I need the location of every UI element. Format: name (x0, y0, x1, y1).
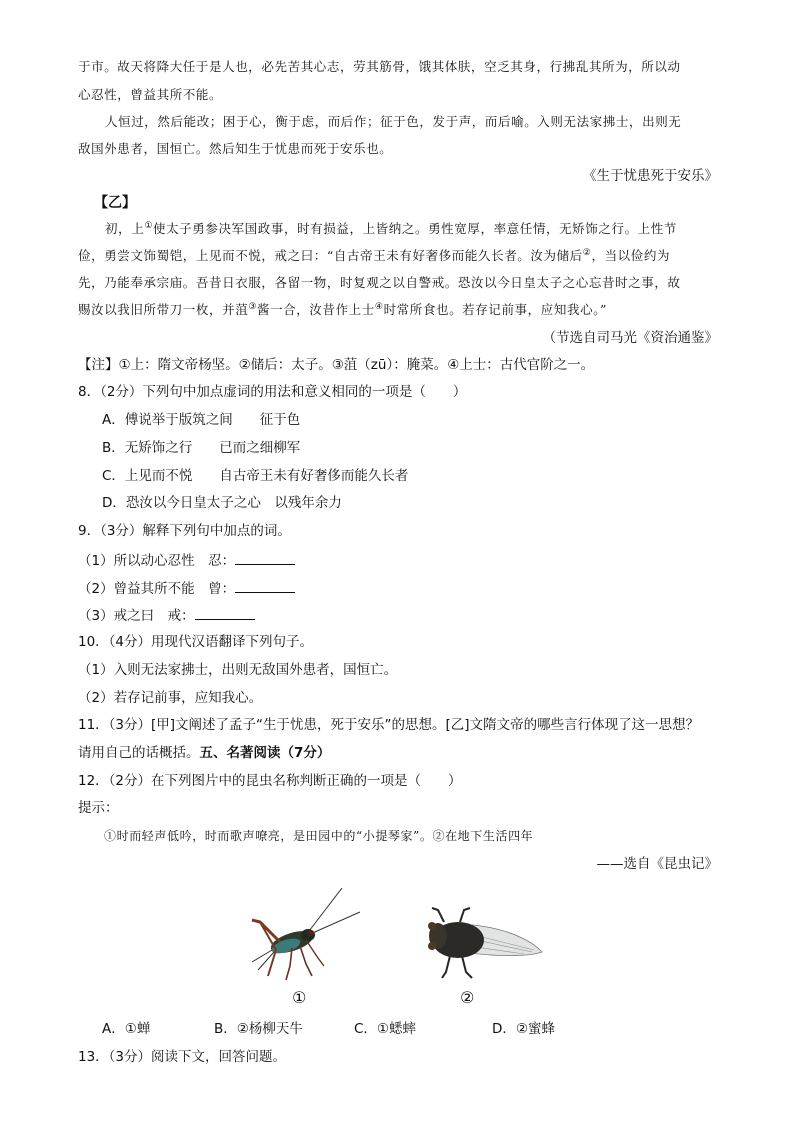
yi-line-4: 赐汝以我旧所带刀一枚，并菹③酱一合，汝昔作上士④时常所食也。若存记前事，应知我心。” (78, 301, 608, 317)
yi-source: （节选自司马光《资治通鉴》 (542, 330, 718, 346)
question-12-hint-label: 提示： (78, 800, 119, 816)
cricket-icon (246, 880, 364, 988)
cicada-icon (414, 906, 546, 986)
question-11-line-1: 11．（3分）[甲]文阐述了孟子“生于忧患，死于安乐”的思想。[乙]文隋文帝的哪些言行体现了这一思想？ (78, 717, 700, 733)
image-label-2: ② (460, 988, 475, 1007)
section-heading: 五、名著阅读（7分） (199, 745, 331, 761)
jia-line-1: 于市。故天将降大任于是人也，必先苦其心志，劳其筋骨，饿其体肤，空乏其身，行拂乱其所为，所以动 (78, 59, 681, 74)
answer-blank[interactable] (235, 550, 295, 565)
answer-blank[interactable] (195, 605, 255, 620)
question-12-option-a: A．①蝉 (102, 1021, 151, 1037)
question-8-option-a: A．傅说举于版筑之间 征于色 (102, 412, 301, 428)
jia-line-3: 人恒过，然后能改；困于心，衡于虑，而后作；征于色，发于声，而后喻。入则无法家拂士，出则无 (105, 114, 682, 129)
yi-heading: 【乙】 (94, 195, 136, 211)
question-12-stem: 12．（2分）在下列图片中的昆虫名称判断正确的一项是（ ） (78, 773, 462, 789)
footnote-marker: ① (144, 220, 153, 231)
question-9-item-3: （3）戒之曰 戒： (78, 605, 255, 625)
question-9-item-2: （2）曾益其所不能 曾： (78, 578, 295, 598)
question-10-item-2: （2）若存记前事，应知我心。 (78, 690, 263, 706)
question-13-stem: 13．（3分）阅读下文，回答问题。 (78, 1049, 287, 1065)
yi-line-2: 俭，勇尝文饰蜀铠，上见而不悦，戒之曰：“自古帝王未有好奢侈而能久长者。汝为储后②，当以俭约为 (78, 247, 671, 263)
answer-blank[interactable] (235, 578, 295, 593)
jia-line-2: 心忍性，曾益其所不能。 (78, 87, 223, 102)
question-9-stem: 9．（3分）解释下列句中加点的词。 (78, 523, 291, 539)
footnote: 【注】①上：隋文帝杨坚。②储后：太子。③菹（zū）：腌菜。④上士：古代官阶之一。 (78, 357, 595, 373)
question-12-source: ——选自《昆虫记》 (596, 856, 718, 872)
jia-source: 《生于忧患死于安乐》 (583, 168, 718, 184)
cricket-image (246, 880, 364, 988)
question-12-hint: ①时而轻声低吟，时而歌声嘹亮，是田园中的“小提琴家”。②在地下生活四年 (104, 829, 534, 843)
yi-line-1: 初，上①使太子勇参决军国政事，时有损益，上皆纳之。勇性宽厚，率意任情，无矫饰之行。上性节 (105, 220, 677, 236)
cicada-image (414, 906, 546, 986)
yi-line-3: 先，乃能奉承宗庙。吾昔日衣服，各留一物，时复观之以自警戒。恐汝以今日皇太子之心忘昔时之事，故 (78, 275, 681, 290)
jia-line-4: 敌国外患者，国恒亡。然后知生于忧患而死于安乐也。 (78, 141, 393, 156)
footnote-marker: ④ (374, 301, 384, 312)
question-8-option-d: D．恐汝以今日皇太子之心 以残年余力 (102, 495, 342, 511)
question-9-item-1: （1）所以动心忍性 忍： (78, 550, 295, 570)
question-11-line-2: 请用自己的话概括。五、名著阅读（7分） (78, 745, 331, 761)
question-12-option-d: D．②蜜蜂 (492, 1021, 555, 1037)
footnote-marker: ② (582, 247, 592, 258)
question-8-stem: 8．（2分）下列句中加点虚词的用法和意义相同的一项是（ ） (78, 384, 467, 400)
question-10-item-1: （1）入则无法家拂士，出则无敌国外患者，国恒亡。 (78, 662, 398, 678)
footnote-marker: ③ (248, 301, 257, 312)
question-8-option-c: C．上见而不悦 自古帝王未有好奢侈而能久长者 (102, 468, 409, 484)
image-label-1: ① (292, 988, 307, 1007)
question-8-option-b: B．无矫饰之行 已而之细柳军 (102, 440, 301, 456)
question-12-option-b: B．②杨柳天牛 (214, 1021, 303, 1037)
question-12-option-c: C．①蟋蟀 (354, 1021, 417, 1037)
question-10-stem: 10．（4分）用现代汉语翻译下列句子。 (78, 634, 314, 650)
